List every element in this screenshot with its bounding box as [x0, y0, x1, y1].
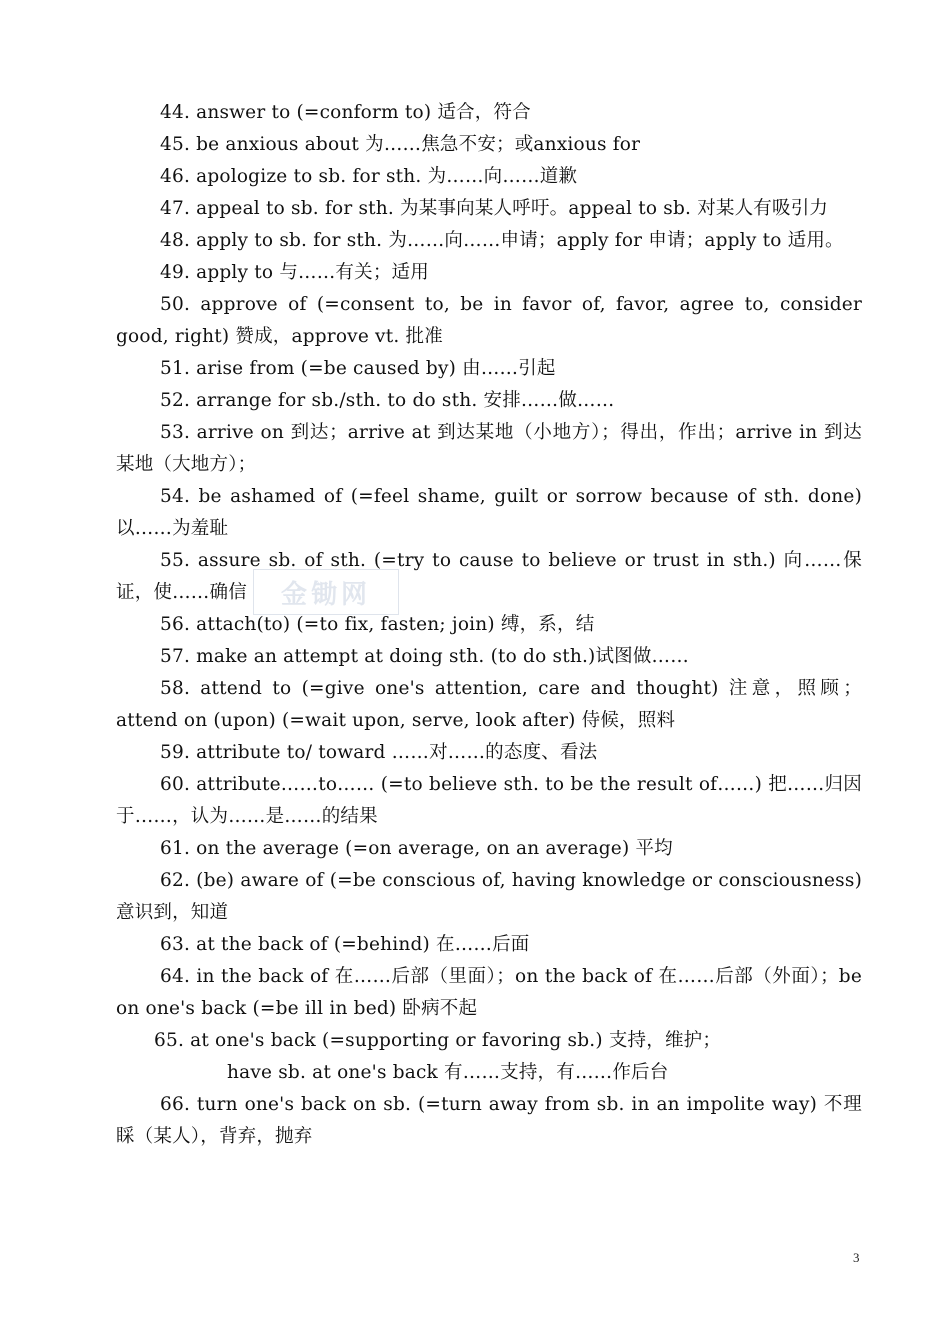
list-item-continuation: have sb. at one's back 有……支持，有……作后台: [227, 1062, 669, 1083]
list-item: 50. approve of (=consent to, be in favor of, favor, agree to, consider good, right) 赞成，approve vt. 批准: [116, 294, 862, 347]
list-item: 66. turn one's back on sb. (=turn away from sb. in an impolite way) 不理睬（某人），背弃，抛弃: [116, 1094, 862, 1147]
list-item: 53. arrive on 到达；arrive at 到达某地（小地方）；得出，作出；arrive in 到达某地（大地方）；: [116, 422, 862, 475]
list-item: 65. at one's back (=supporting or favoring sb.) 支持，维护；: [154, 1030, 722, 1051]
list-item: 48. apply to sb. for sth. 为……向……申请；apply for 申请；apply to 适用。: [160, 230, 844, 251]
list-item: 57. make an attempt at doing sth. (to do sth.)试图做……: [160, 646, 689, 667]
list-item: 62. (be) aware of (=be conscious of, having knowledge or consciousness) 意识到，知道: [116, 870, 862, 923]
list-item: 52. arrange for sb./sth. to do sth. 安排……做……: [160, 390, 615, 411]
list-item: 55. assure sb. of sth. (=try to cause to believe or trust in sth.) 向……保证，使……确信: [116, 550, 862, 603]
list-item: 61. on the average (=on average, on an average) 平均: [160, 838, 673, 859]
page-number: 3: [853, 1250, 860, 1265]
list-item: 46. apologize to sb. for sth. 为……向……道歉: [160, 166, 578, 187]
phrase-list: [116, 97, 862, 1153]
list-item: 58. attend to (=give one's attention, care and thought) 注意，照顾；attend on (upon) (=wait upon, serve, look after) 侍候，照料: [116, 678, 862, 731]
list-item: 47. appeal to sb. for sth. 为某事向某人呼吁。appeal to sb. 对某人有吸引力: [160, 198, 829, 219]
list-item: 64. in the back of 在……后部（里面）；on the back of 在……后部（外面）；be on one's back (=be ill in bed) 卧病不起: [116, 966, 862, 1019]
list-item: 54. be ashamed of (=feel shame, guilt or sorrow because of sth. done) 以……为羞耻: [116, 486, 862, 539]
watermark-stamp: 金锄网: [253, 569, 399, 615]
list-item: 60. attribute……to…… (=to believe sth. to be the result of……) 把……归因于……，认为……是……的结果: [116, 774, 862, 827]
list-item: 49. apply to 与……有关；适用: [160, 262, 429, 283]
list-item: 51. arise from (=be caused by) 由……引起: [160, 358, 556, 379]
list-item: 45. be anxious about 为……焦急不安；或anxious for: [160, 134, 641, 155]
list-item: 63. at the back of (=behind) 在……后面: [160, 934, 530, 955]
list-item: 44. answer to (=conform to) 适合，符合: [160, 102, 531, 123]
list-item: 59. attribute to/ toward ……对……的态度、看法: [160, 742, 598, 763]
list-item: 56. attach(to) (=to fix, fasten; join) 缚，系，结: [160, 614, 595, 635]
